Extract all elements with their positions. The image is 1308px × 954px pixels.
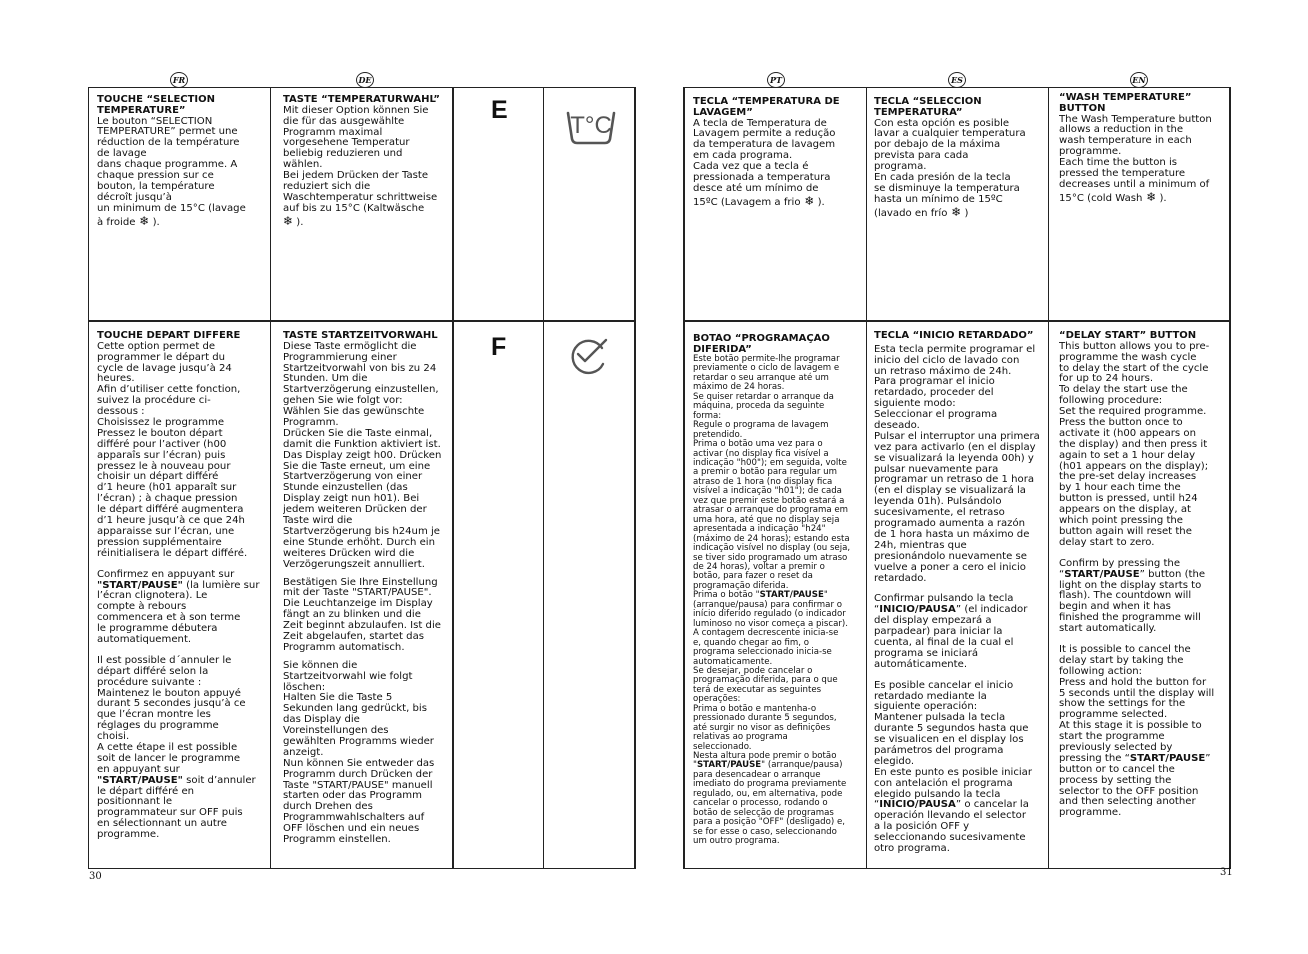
de-temperature-section [283, 95, 449, 317]
fr-delay-confirm-a: Confirmez en appuyant sur [97, 568, 235, 580]
es-inicio-pausa-label-2: INICIO/PAUSA [879, 799, 956, 811]
es-delay-text-3 [874, 681, 1046, 855]
es-temperature-end: ) [961, 207, 969, 219]
left-divider-4 [543, 87, 544, 869]
section-letter-e: E [491, 96, 508, 124]
de-temperature-end: ). [293, 216, 304, 228]
left-divider-3 [452, 87, 454, 869]
pt-delay-text [693, 355, 863, 847]
en-delay-confirm-c: ” button (the light on the display starts to flash). The countdown will begin and when it has finished the programme will start automatically. [1059, 568, 1206, 635]
left-bottom-rule [88, 868, 635, 869]
right-divider-2 [866, 87, 867, 869]
en-temperature-section [1059, 93, 1227, 317]
page-number-left: 30 [89, 871, 102, 882]
badge-fr: FR [170, 72, 188, 88]
en-temperature-title: “WASH TEMPERATURE” BUTTON [1059, 93, 1192, 114]
snowflake-icon: ❄ [947, 204, 962, 219]
clock-check-icon [566, 336, 612, 378]
de-temperature-body [283, 106, 449, 229]
pt-temperature-body [693, 119, 863, 209]
pt-temperature-end: ). [814, 196, 825, 208]
es-delay-section [874, 331, 1046, 866]
de-delay-section [283, 331, 451, 861]
fr-temperature-title: TOUCHE “SELECTION TEMPERATURE” [97, 95, 216, 116]
snowflake-icon: ❄ [283, 213, 294, 228]
es-delay-title: TECLA “INICIO RETARDADO” [874, 331, 1034, 341]
snowflake-icon: ❄ [800, 193, 815, 208]
page-number-right: 31 [1220, 867, 1233, 878]
fr-delay-cancel-a: Il est possible d´annuler le départ différé selon la procédure suivante : Maintenez le bouton appuyé durant 5 secondes jusqu’à ce que l’écran montre les réglages du programme choisi. A cette étape il est possible soit de lancer le programme en appuyant sur [97, 654, 246, 775]
right-divider-3 [1048, 87, 1049, 869]
es-temperature-body [874, 119, 1044, 220]
en-delay-title: “DELAY START” BUTTON [1059, 331, 1197, 341]
de-temperature-title: TASTE “TEMPERATURWAHL” [283, 95, 440, 105]
es-delay-confirm-a: Confirmar pulsando la tecla “ [874, 593, 1014, 616]
es-delay-text-1: Esta tecla permite programar el inicio del ciclo de lavado con un retraso máximo de 24h. Para programar el inicio retardado, proceder del siguiente modo: Seleccionar el programa deseado. Pulsar el interruptor una primera vez para activarlo (en el display se visualizará la leyenda 00h) y pulsar nuevamente para programar un retraso de 1 hora (en el display se visualizará la leyenda 01h). Pulsándolo sucesivamente, el retraso programado aumenta a razón de 1 hora hasta un máximo de 24h, mientras que presionándolo nuevamente se vuelve a poner a cero el inicio retardado. [874, 343, 1040, 584]
right-divider-4 [1229, 87, 1231, 869]
section-letter-f: F [491, 333, 507, 361]
fr-delay-text-2 [97, 570, 267, 646]
snowflake-icon: ❄ [135, 213, 150, 228]
en-delay-confirm-a: Confirm by pressing the “ [1059, 557, 1181, 580]
fr-delay-title: TOUCHE DEPART DIFFERE [97, 331, 241, 341]
fr-delay-section [97, 331, 267, 861]
fr-delay-text-3 [97, 656, 267, 841]
pt-temperature-title: TECLA “TEMPERATURA DE LAVAGEM” [693, 97, 840, 118]
es-delay-cancel-c: ” o cancelar la operación llevando el selector a la posición OFF y seleccionando sucesivamente otro programa. [874, 799, 1029, 854]
left-mid-rule [88, 320, 635, 322]
right-divider-1 [683, 87, 685, 869]
en-delay-cancel-a: It is possible to cancel the delay start by taking the following action: Press and hold the button for 5 seconds until the display will show the settings for the programme selected. At this stage it is possible to start the programme previously selected by pressing the “ [1059, 643, 1215, 764]
pt-start-pause-label-2: START/PAUSE [696, 760, 762, 771]
en-delay-text-3 [1059, 645, 1227, 819]
en-temperature-text: The Wash Temperature button allows a reduction in the wash temperature in each programme. Each time the button is pressed the temperature decreases until a minimum of 15°C (cold Wash [1059, 113, 1212, 204]
es-inicio-pausa-label: INICIO/PAUSA [879, 604, 956, 616]
fr-temperature-end: ). [149, 216, 160, 228]
en-delay-text-1: This button allows you to pre- programme the wash cycle to delay the start of the cycle for up to 24 hours. To delay the start use the following procedure: Set the required programme. Press the button once to activate it (h00 appears on the display) and then press it again to set a 1 hour delay (h01 appears on the display); the pre-set delay increases by 1 hour each time the button is pressed, until h24 appears on the display, at which point pressing the button again will reset the delay start to zero. [1059, 340, 1210, 548]
en-delay-cancel-c: ” button or to cancel the process by setting the selector to the OFF position and then selecting another programme. [1059, 752, 1211, 819]
en-start-pause-label: START/PAUSE [1064, 568, 1140, 580]
fr-start-pause-label-2: "START/PAUSE" [97, 774, 183, 786]
fr-temperature-section [97, 95, 265, 317]
en-delay-text-2 [1059, 559, 1227, 635]
de-delay-title: TASTE STARTZEITVORWAHL [283, 331, 438, 341]
pt-temperature-section [693, 97, 863, 317]
badge-es: ES [948, 72, 966, 88]
badge-de: DE [356, 72, 374, 88]
de-delay-text-3: Sie können die Startzeitvorwahl wie folgt löschen: Halten Sie die Taste 5 Sekunden lang gedrückt, bis das Display die Voreinstellungen des gewählten Programms wieder anzeigt. Nun können Sie entweder das Programm durch Drücken der Taste "START/PAUSE" manuell starten oder das Programm durch Drehen des Programmwahlschalters auf OFF löschen und ein neues Programm einstellen. [283, 659, 435, 845]
temperature-wash-icon [565, 103, 617, 147]
es-delay-cancel-a: Es posible cancelar el inicio retardado mediante la siguiente operación: Mantener pulsada la tecla durante 5 segundos hasta que se visualicen en el display los parámetros del programa elegido. En este punto es posible iniciar con antelación el programa elegido pulsando la tecla “ [874, 679, 1033, 811]
fr-delay-text-1: Cette option permet de programmer le départ du cycle de lavage jusqu’à 24 heures. Afin d’utiliser cette fonction, suivez la procédure ci- dessous : Choisissez le programme Pressez le bouton départ différé pour l’activer (h00 apparaîs sur l’écran) puis pressez le à nouveau pour choisir un départ différé d’1 heure (h01 apparaît sur l’écran) ; à chaque pression le départ différé augmentera d’1 heure jusqu’à ce que 24h apparaisse sur l’écran, une pression supplémentaire réinitialisera le départ différé. [97, 340, 248, 559]
svg-text:T°C: T°C [570, 112, 612, 139]
es-temperature-section [874, 97, 1044, 317]
fr-temperature-text: Le bouton “SELECTION TEMPERATURE” permet une réduction de la température de lavage dans chaque programme. A chaque pression sur ce bouton, la température décroît jusqu’à un minimum de 15°C (lavage à froide [97, 115, 246, 228]
pt-delay-title: BOTÃO “PROGRAMAÇÃO DIFERIDA” [693, 333, 830, 355]
en-temperature-end: ). [1156, 192, 1167, 204]
snowflake-icon: ❄ [1142, 189, 1157, 204]
en-start-pause-label-2: START/PAUSE [1129, 752, 1206, 764]
left-divider-1 [88, 87, 89, 869]
fr-delay-cancel-c: soit d’annuler le départ différé en positionnant le programmateur sur OFF puis en sélectionnant un autre programme. [97, 774, 256, 841]
fr-delay-confirm-c: (la lumière sur l’écran clignotera). Le compte à rebours commencera et à son terme le programme débutera automatiquement. [97, 579, 260, 645]
en-temperature-body [1059, 115, 1227, 205]
de-temperature-text: Mit dieser Option können Sie die für das ausgewählte Programm maximal vorgesehene Temperatur beliebig reduzieren und wählen. Bei jedem Drücken der Taste reduziert sich die Waschtemperatur schrittweise auf bis zu 15°C (Kaltwäsche [283, 104, 438, 214]
pt-start-pause-label: START/PAUSE [759, 590, 824, 601]
badge-pt: PT [767, 72, 785, 88]
es-delay-text-2 [874, 594, 1046, 670]
de-delay-text-2: Bestätigen Sie Ihre Einstellung mit der Taste "START/PAUSE". Die Leuchtanzeige im Display fängt an zu blinken und die Zeit beginnt abzulaufen. Ist die Zeit abgelaufen, startet das Programm automatisch. [283, 576, 441, 653]
fr-start-pause-label: "START/PAUSE" [97, 579, 183, 591]
pt-temperature-text: A tecla de Temperatura de Lavagem permite a redução da temperatura de lavagem em cada programa. Cada vez que a tecla é pressionada a temperatura desce até um mínimo de 15ºC (Lavagem a frio [693, 117, 836, 208]
en-delay-section [1059, 331, 1227, 866]
right-mid-rule [684, 320, 1230, 322]
es-temperature-text: Con esta opción es posible lavar a cualquier temperatura por debajo de la máxima prevista para cada programa. En cada presión de la tecla se disminuye la temperatura hasta un mínimo de 15ºC (lavado en frío [874, 117, 1026, 219]
pt-delay-text-a: Este botão permite-lhe programar previamente o ciclo de lavagem e retardar o seu arranque até um máximo de 24 horas. Se quiser retardar o arranque da máquina, proceda da seguinte forma: Regule o programa de lavagem pretendido. Prima o botão uma vez para o activar (no display fica visível a indicação "h00"); em seguida, volte a premir o botão para regular um atraso de 1 hora (no display fica visível a indicação "h01"); de cada vez que premir este botão estará a atrasar o arranque do programa em uma hora, até que no display seja apresentada a indicação "h24" (máximo de 24 horas); estando esta indicação visível no display (ou seja, se tiver sido programado um atraso de 24 horas), voltar a premir o botão, para fazer o reset da programação diferida. Prima o botão " [693, 354, 851, 601]
es-temperature-title: TECLA “SELECCIÓN TEMPERATURA” [874, 97, 982, 118]
left-divider-2 [270, 87, 271, 869]
es-delay-confirm-c: ” (el indicador del display empezará a parpadear) para iniciar la cuenta, al final de la cual el programa se iniciará automáticamente. [874, 604, 1028, 670]
badge-en: EN [1130, 72, 1148, 88]
pt-delay-section [693, 333, 863, 878]
left-divider-5 [634, 87, 636, 869]
de-delay-text-1: Diese Taste ermöglicht die Programmierung einer Startzeitvorwahl von bis zu 24 Stunden. Um die Startverzögerung einzustellen, gehen Sie wie folgt vor: Wählen Sie das gewünschte Programm. Drücken Sie die Taste einmal, damit die Funktion aktiviert ist. Das Display zeigt h00. Drücken Sie die Taste erneut, um eine Startverzögerung von einer Stunde einzustellen (das Display zeigt nun h01). Bei jedem weiteren Drücken der Taste wird die Startverzögerung bis h24um je eine Stunde erhöht. Durch ein weiteres Drücken wird die Verzögerungszeit annulliert. [283, 340, 442, 570]
fr-temperature-body [97, 117, 265, 229]
pt-delay-text-c: " (arranque/pausa) para confirmar o início diferido regulado (o indicador luminoso no visor começa a piscar). A contagem decrescente inicia-se e, quando chegar ao fim, o programa seleccionado inicia-se automaticamente. Se desejar, pode cancelar o programação diferida, para o que terá de executar as seguintes operações: Prima o botão e mantenha-o pressionado durante 5 segundos, até surgir no visor as definições relativas ao programa seleccionado. Nesta altura pode premir o botão " [693, 590, 848, 771]
pt-delay-text-e: " (arranque/pausa) para desencadear o arranque imediato do programa previamente regulado, ou, em alternativa, pode cancelar o processo, rodando o botão de selecção de programas para a posição "OFF" (desligado) e, se for esse o caso, seleccionando um outro programa. [693, 760, 847, 847]
